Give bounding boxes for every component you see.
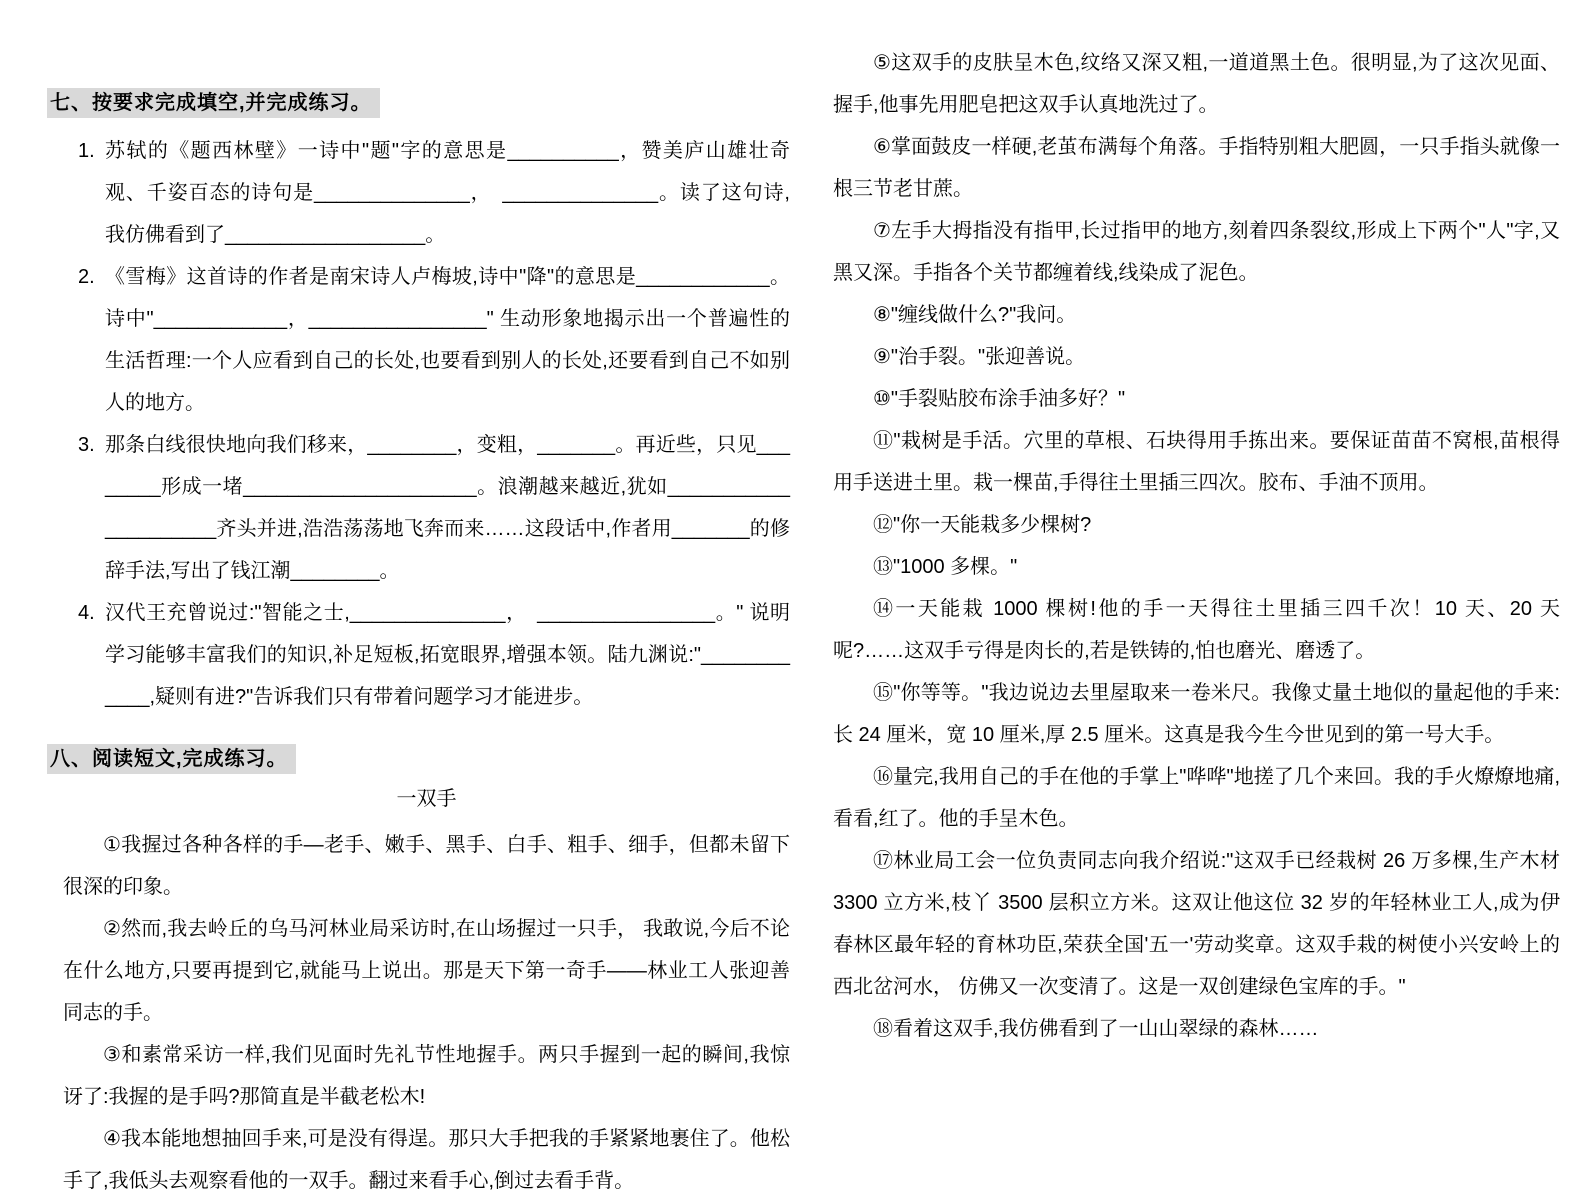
- question-item-3: [47, 424, 790, 592]
- essay-paragraph-14: ⑭一天能栽 1000 棵树!他的手一天得往土里插三四千次！10 天、20 天呢?……这双手亏得是肉长的,若是铁铸的,怕也磨光、磨透了。: [833, 598, 1560, 662]
- question-text: 《雪梅》这首诗的作者是南宋诗人卢梅坡,诗中"降"的意思是____________。诗中"____________，________________" 生动形象地揭示出一个普遍性的生活哲理:一个人应看到自己的长处,也要看到别人的长处,还要看到自己不如别人的地方。: [105, 266, 790, 414]
- question-item-1: [47, 130, 790, 256]
- right-column: [833, 42, 1560, 1050]
- essay-paragraph-5: ⑤这双手的皮肤呈木色,纹络又深又粗,一道道黑土色。很明显,为了这次见面、握手,他事先用肥皂把这双手认真地洗过了。: [833, 52, 1560, 116]
- question-number: 4.: [78, 602, 95, 624]
- essay-paragraph-16: ⑯量完,我用自己的手在他的手掌上"哗哗"地搓了几个来回。我的手火燎燎地痛,看看,红了。他的手呈木色。: [833, 766, 1560, 830]
- essay-title: 一双手: [396, 788, 457, 810]
- essay-paragraph-18: ⑱看着这双手,我仿佛看到了一山山翠绿的森林……: [873, 1018, 1319, 1040]
- question-item-4: [47, 592, 790, 718]
- question-number: 2.: [78, 266, 95, 288]
- question-item-2: [47, 256, 790, 424]
- essay-paragraph-13: ⑬"1000 多棵。": [873, 556, 1018, 578]
- essay-paragraph-3: ③和素常采访一样,我们见面时先礼节性地握手。两只手握到一起的瞬间,我惊讶了:我握的是手吗?那简直是半截老松木!: [63, 1044, 790, 1108]
- left-column: [47, 88, 790, 1202]
- essay-paragraph-7: ⑦左手大拇指没有指甲,长过指甲的地方,刻着四条裂纹,形成上下两个"人"字,又黑又深。手指各个关节都缠着线,线染成了泥色。: [833, 220, 1560, 284]
- essay-paragraph-1: ①我握过各种各样的手—老手、嫩手、黑手、白手、粗手、细手，但都未留下很深的印象。: [63, 834, 790, 898]
- essay-paragraph-17: ⑰林业局工会一位负责同志向我介绍说:"这双手已经栽树 26 万多棵,生产木材 3300 立方米,枝丫 3500 层积立方米。这双让他这位 32 岁的年轻林业工人,成为伊春林区最年轻的育林功臣,荣获全国'五一'劳动奖章。这双手栽的树使小兴安岭上的西北岔河水， 仿佛又一次变清了。这是一双创建绿色宝库的手。": [833, 850, 1560, 998]
- section8-heading: 八、阅读短文,完成练习。: [47, 744, 296, 774]
- essay-paragraph-6: ⑥掌面鼓皮一样硬,老茧布满每个角落。手指特别粗大肥圆，一只手指头就像一根三节老甘蔗。: [833, 136, 1560, 200]
- essay-paragraph-10: ⑩"手裂贴胶布涂手油多好？": [873, 388, 1126, 410]
- essay-paragraph-11: ⑪"栽树是手活。穴里的草根、石块得用手拣出来。要保证苗苗不窝根,苗根得用手送进土里。栽一棵苗,手得往土里插三四次。胶布、手油不顶用。: [833, 430, 1560, 494]
- question-text: 那条白线很快地向我们移来，________，变粗，_______。再近些，只见________形成一堵_____________________。浪潮越来越近,犹如_____________________齐头并进,浩浩荡荡地飞奔而来……这段话中,作者用_______的修辞手法,写出了钱江潮________。: [105, 434, 790, 582]
- essay-paragraph-2: ②然而,我去岭丘的乌马河林业局采访时,在山场握过一只手， 我敢说,今后不论在什么地方,只要再提到它,就能马上说出。那是天下第一奇手——林业工人张迎善同志的手。: [63, 918, 790, 1024]
- essay-paragraph-15: ⑮"你等等。"我边说边去里屋取来一卷米尺。我像丈量土地似的量起他的手来:长 24 厘米，宽 10 厘米,厚 2.5 厘米。这真是我今生今世见到的第一号大手。: [833, 682, 1560, 746]
- question-number: 3.: [78, 434, 95, 456]
- essay-paragraph-9: ⑨"治手裂。"张迎善说。: [873, 346, 1086, 368]
- essay-paragraph-12: ⑫"你一天能栽多少棵树?: [873, 514, 1092, 536]
- question-text: 汉代王充曾说过:"智能之士,______________， ________________。" 说明学习能够丰富我们的知识,补足短板,拓宽眼界,增强本领。陆九渊说:"____________,疑则有进?"告诉我们只有带着问题学习才能进步。: [105, 602, 790, 708]
- question-text: 苏轼的《题西林壁》一诗中"题"字的意思是__________，赞美庐山雄壮奇观、千姿百态的诗句是______________， ______________。读了这句诗,我仿佛看到了__________________。: [105, 140, 790, 246]
- question-number: 1.: [78, 140, 95, 162]
- essay-paragraph-4: ④我本能地想抽回手来,可是没有得逞。那只大手把我的手紧紧地裹住了。他松手了,我低头去观察看他的一双手。翻过来看手心,倒过去看手背。: [63, 1128, 790, 1192]
- section7-heading: 七、按要求完成填空,并完成练习。: [47, 88, 380, 118]
- essay-paragraph-8: ⑧"缠线做什么?"我问。: [873, 304, 1077, 326]
